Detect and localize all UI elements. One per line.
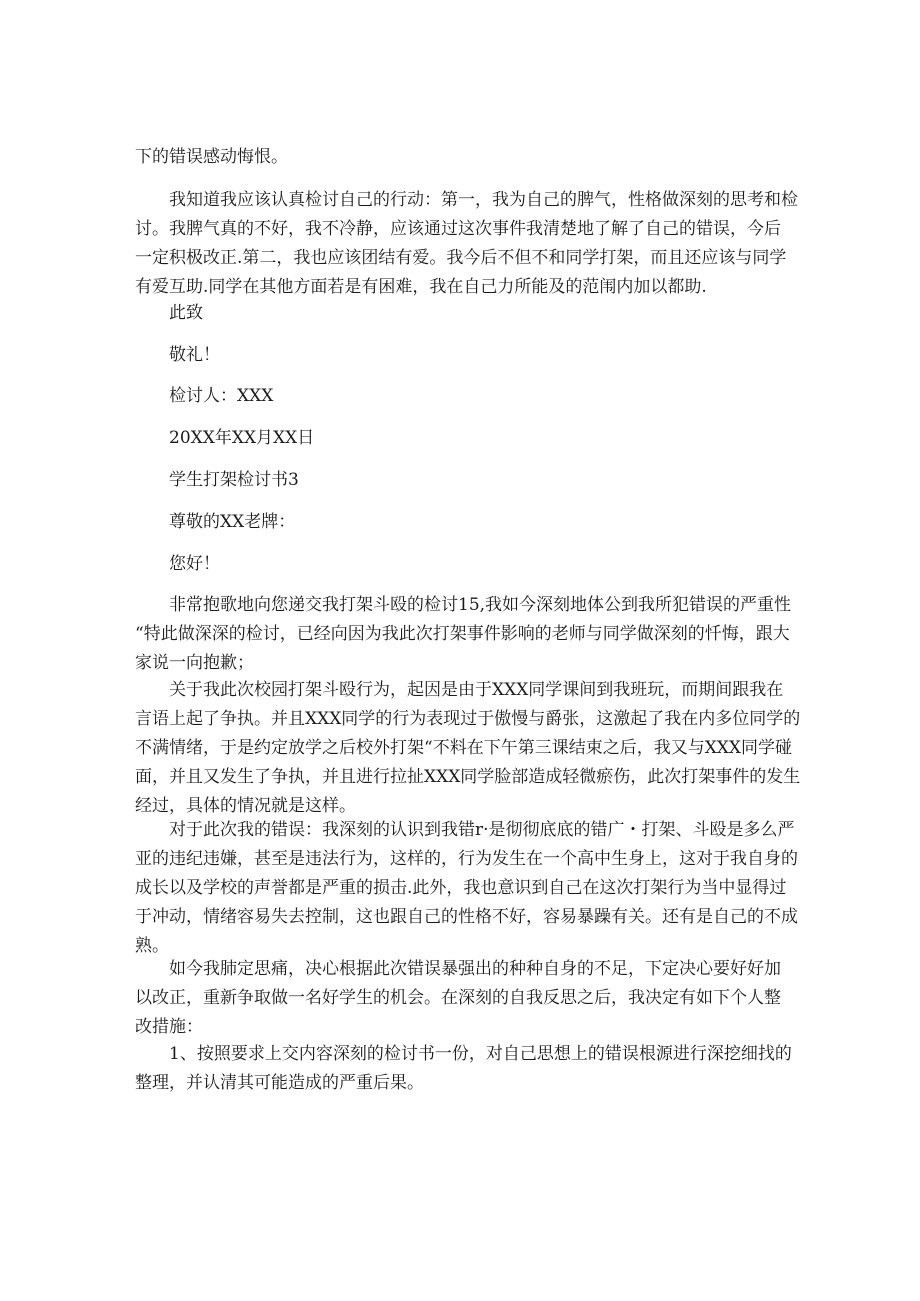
text-line: 经过，具体的情况就是这样。 <box>135 796 356 816</box>
text-line: 面，并且又发生了争执，并且进行拉扯XXX同学脸部造成轻微瘀伤，此次打架事件的发生 <box>135 767 801 787</box>
text-line: 整理，并认清其可能造成的严重后果。 <box>135 1073 424 1093</box>
paragraph-mistakes <box>135 816 798 961</box>
text-line: 讨。我脾气真的不好，我不冷静，应该通过这次事件我清楚地了解了自己的错误，今后 <box>135 219 781 239</box>
paragraph-reflection <box>135 186 798 302</box>
text-line: 以改正，重新争取做一名好学生的机会。在深刻的自我反思之后，我决定有如下个人整 <box>135 988 781 1008</box>
text-line: “特此做深深的检讨，已经向因为我此次打架事件影响的老师与同学做深刻的忏悔，跟大 <box>135 624 790 644</box>
text-line: 于冲动，情绪容易失去控制，这也跟自己的性格不好，容易暴躁有关。还有是自己的不成 <box>135 907 798 927</box>
salutation: 尊敬的XX老牌： <box>169 512 296 532</box>
text-line: 成长以及学校的声誉都是严重的损击.此外，我也意识到自己在这次打架行为当中显得过 <box>135 878 787 898</box>
text-line: 关于我此次校园打架斗殴行为，起因是由于XXX同学课间到我班玩，而期间跟我在 <box>169 680 784 700</box>
text-line: 1、按照要求上交内容深刻的检讨书一份，对自己思想上的错误根源进行深挖细找的 <box>169 1044 792 1064</box>
paragraph-resolve <box>135 955 795 1042</box>
paragraph-incident <box>135 676 801 821</box>
text-line: 非常抱歌地向您递交我打架斗殴的检讨15,我如今深刻地体公到我所犯错误的严重性 <box>169 595 792 615</box>
text-line: 不满情绪，于是约定放学之后校外打架“不料在下午第三课结束之后，我又与XXX同学碰 <box>135 738 792 758</box>
text-line: 改措施： <box>135 1017 203 1037</box>
closing-line-1: 此致 <box>169 303 203 323</box>
intro-tail <box>135 143 795 172</box>
paragraph-measure-1 <box>135 1040 795 1098</box>
date: 20XX年XX月XX日 <box>169 428 315 448</box>
greeting: 您好！ <box>169 554 220 574</box>
text-line: 对于此次我的错误：我深刻的认识到我错r·是彻彻底底的错广・打架、斗殴是多么严 <box>169 820 795 840</box>
text-line: 亚的违纪违嫌，甚至是违法行为，这样的，行为发生在一个高中生身上，这对于我自身的 <box>135 849 798 869</box>
closing-line-2: 敬礼！ <box>169 345 220 365</box>
text-line: 一定积极改正.第二，我也应该团结有爱。我今后不但不和同学打架，而且还应该与同学 <box>135 248 787 268</box>
signature: 检讨人：XXX <box>169 386 274 406</box>
text-line: 家说一向抱歉； <box>135 653 254 673</box>
text-line: 言语上起了争执。并且XXX同学的行为表现过于傲慢与爵张，这激起了我在内多位同学的 <box>135 709 801 729</box>
text-line: 如今我肺定思痛，决心根据此次错误暴强出的种种自身的不足，下定决心要好好加 <box>169 959 781 979</box>
text-line: 有爱互助.同学在其他方面若是有困难，我在自己力所能及的范闱内加以都助. <box>135 277 707 297</box>
text-line: 下的错误感动悔恨。 <box>135 147 288 167</box>
text-line: 我知道我应该认真检讨自己的行动：第一，我为自己的脾气，性格做深刻的思考和检 <box>169 190 798 210</box>
section-title: 学生打架检讨书3 <box>169 470 299 490</box>
text-line: 熟。 <box>135 936 169 956</box>
paragraph-apology <box>135 591 795 678</box>
